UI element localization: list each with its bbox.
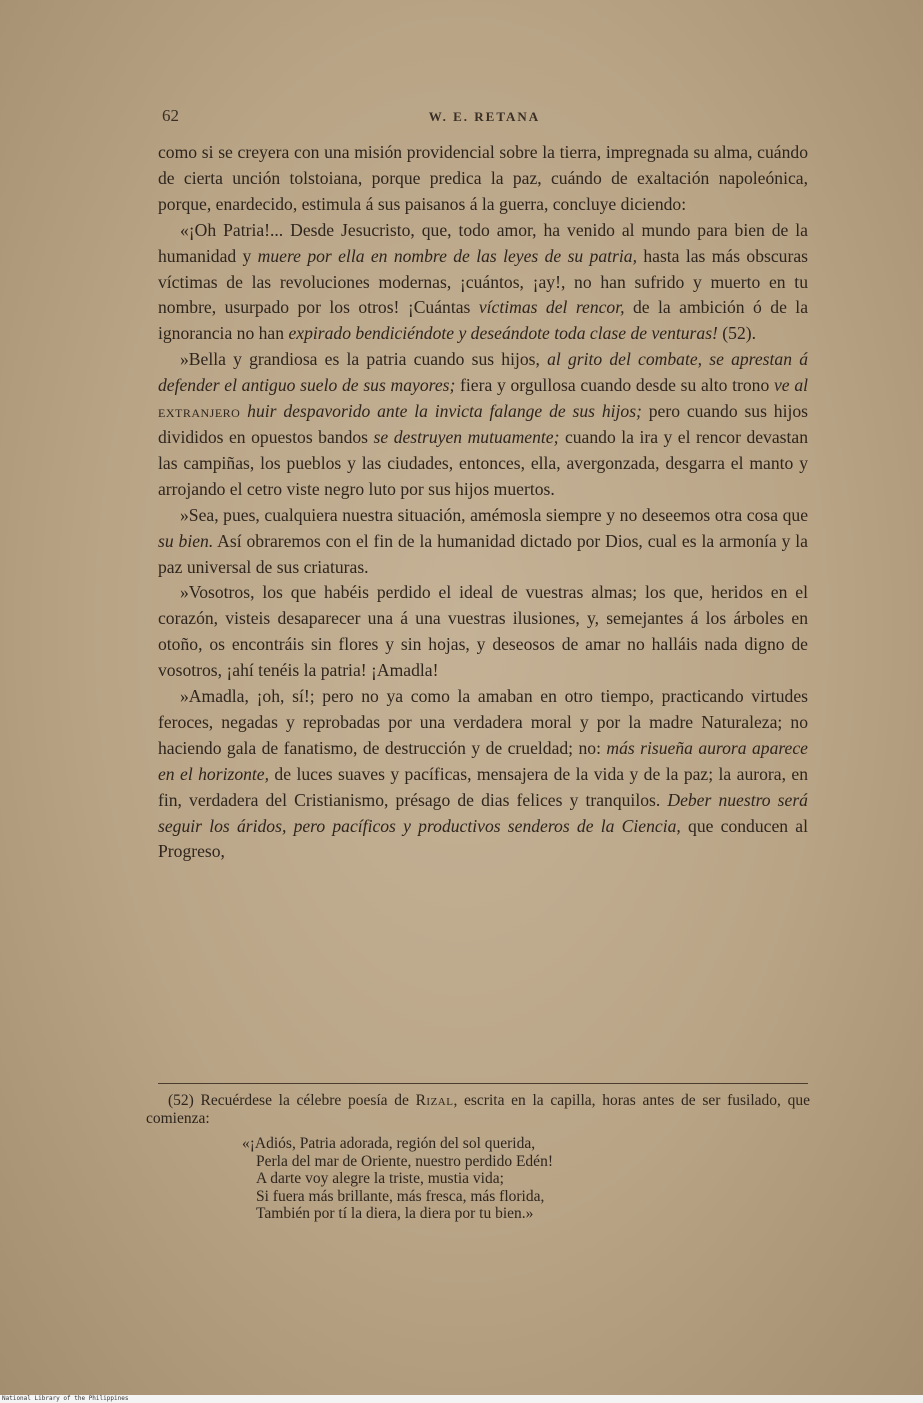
paragraph	[158, 684, 808, 865]
text-run: «¡Oh Patria!... Desde Jesucristo, que, todo amor, ha venido al mundo para bien de la humanidad y	[158, 219, 808, 266]
text-run: pero cuando sus hijos divididos en opuestos bandos	[158, 401, 808, 447]
page-number: 62	[162, 106, 179, 125]
footnote-rule	[158, 1083, 808, 1084]
italic-run: expirado bendiciéndote y deseándote toda clase de venturas!	[288, 323, 718, 344]
text-run: (52).	[717, 323, 757, 344]
text-run: »Bella y grandiosa es la patria cuando sus hijos,	[180, 349, 548, 370]
paragraph	[158, 218, 808, 348]
poem-line: A darte voy alegre la triste, mustia vida;	[256, 1170, 504, 1187]
text-run: que conducen al Progreso,	[158, 815, 808, 862]
italic-run: huir despavorido ante la invicta falange de sus hijos;	[247, 401, 642, 422]
small-caps-run: extranjero	[158, 401, 241, 422]
library-imprint: National Library of the Philippines	[0, 1395, 923, 1403]
italic-run: muere por ella en nombre de las leyes de su patria,	[257, 245, 637, 266]
text-run: fiera y orgullosa cuando desde su alto trono	[455, 375, 774, 396]
paragraph	[158, 580, 808, 684]
poem-line: Perla del mar de Oriente, nuestro perdido Edén!	[256, 1152, 553, 1170]
page-header	[162, 106, 807, 130]
text-run: »Vosotros, los que habéis perdido el ideal de vuestras almas; los que, heridos en el corazón, visteis desaparecer una á una vuestras ilusiones, y, semejantes á los árboles en otoño, os encontráis sin flores y sin hojas, y deseosos de amar no halláis nada digno de vosotros, ¡ahí tenéis la patria! ¡Amadla!	[158, 582, 808, 681]
text-run: de luces suaves y pacíficas, mensajera de la vida y de la paz; la aurora, en fin, verdadera del Cristianismo, présago de dias felices y tranquilos.	[158, 763, 809, 810]
italic-run: se destruyen mutuamente;	[373, 426, 560, 447]
paragraph	[158, 347, 808, 502]
footnote-poem	[242, 1135, 810, 1223]
poem-line: Si fuera más brillante, más fresca, más florida,	[256, 1187, 545, 1205]
italic-run: víctimas del rencor,	[478, 297, 625, 318]
text-run: , escrita en la capilla, horas antes de ser fusilado, que comienza:	[146, 1092, 811, 1127]
text-run: cuando la ira y el rencor devastan las campiñas, los pueblos y las ciudades, entonces, ella, avergonzada, desgarra el manto y arrojando el cetro viste negro luto por sus hijos muertos.	[158, 426, 808, 499]
italic-run: al grito del combate, se aprestan á defender el antiguo suelo de sus mayores;	[158, 349, 808, 396]
footnote-52	[146, 1092, 810, 1223]
text-run: (52) Recuérdese la célebre poesía de	[168, 1092, 416, 1109]
italic-run: ve al	[773, 375, 809, 396]
paragraph	[158, 503, 808, 581]
small-caps-run: Rizal	[415, 1092, 454, 1109]
text-run: como si se creyera con una misión providencial sobre la tierra, impregnada su alma, cuándo de cierta unción tolstoiana, porque predica la paz, cuándo de exaltación napoleónica, porque, enardecido, estimula á sus paisanos á la guerra, concluye diciendo:	[158, 142, 808, 214]
text-run: de la ambición ó de la ignorancia no han	[158, 297, 809, 344]
footnote-text	[146, 1092, 810, 1127]
running-head: W. E. RETANA	[428, 109, 541, 124]
paragraph	[158, 140, 808, 218]
text-run: »Sea, pues, cualquiera nuestra situación, amémosla siempre y no deseemos otra cosa que	[180, 504, 808, 525]
italic-run: más risueña aurora aparece en el horizonte,	[158, 737, 808, 784]
poem-line: También por tí la diera, la diera por tu bien.»	[256, 1205, 534, 1222]
italic-run: Deber nuestro será seguir los áridos, pero pacíficos y productivos senderos de la Ciencia,	[158, 789, 808, 836]
poem-line: «¡Adiós, Patria adorada, región del sol querida,	[242, 1135, 536, 1152]
italic-run: su bien.	[158, 530, 214, 551]
text-run: »Amadla, ¡oh, sí!; pero no ya como la amaban en otro tiempo, practicando virtudes feroces, negadas y reprobadas por una verdadera moral y por la madre Naturaleza; no haciendo gala de fanatismo, de destrucción y de crueldad; no:	[158, 686, 808, 758]
body-text	[158, 140, 808, 865]
text-run: hasta las más obscuras víctimas de las revoluciones modernas, ¡cuántos, ¡ay!, no han sufrido y muerto en tu nombre, usurpado por los otros! ¡Cuántas	[158, 245, 808, 318]
text-run: Así obraremos con el fin de la humanidad dictado por Dios, cual es la armonía y la paz universal de sus criaturas.	[158, 530, 808, 577]
